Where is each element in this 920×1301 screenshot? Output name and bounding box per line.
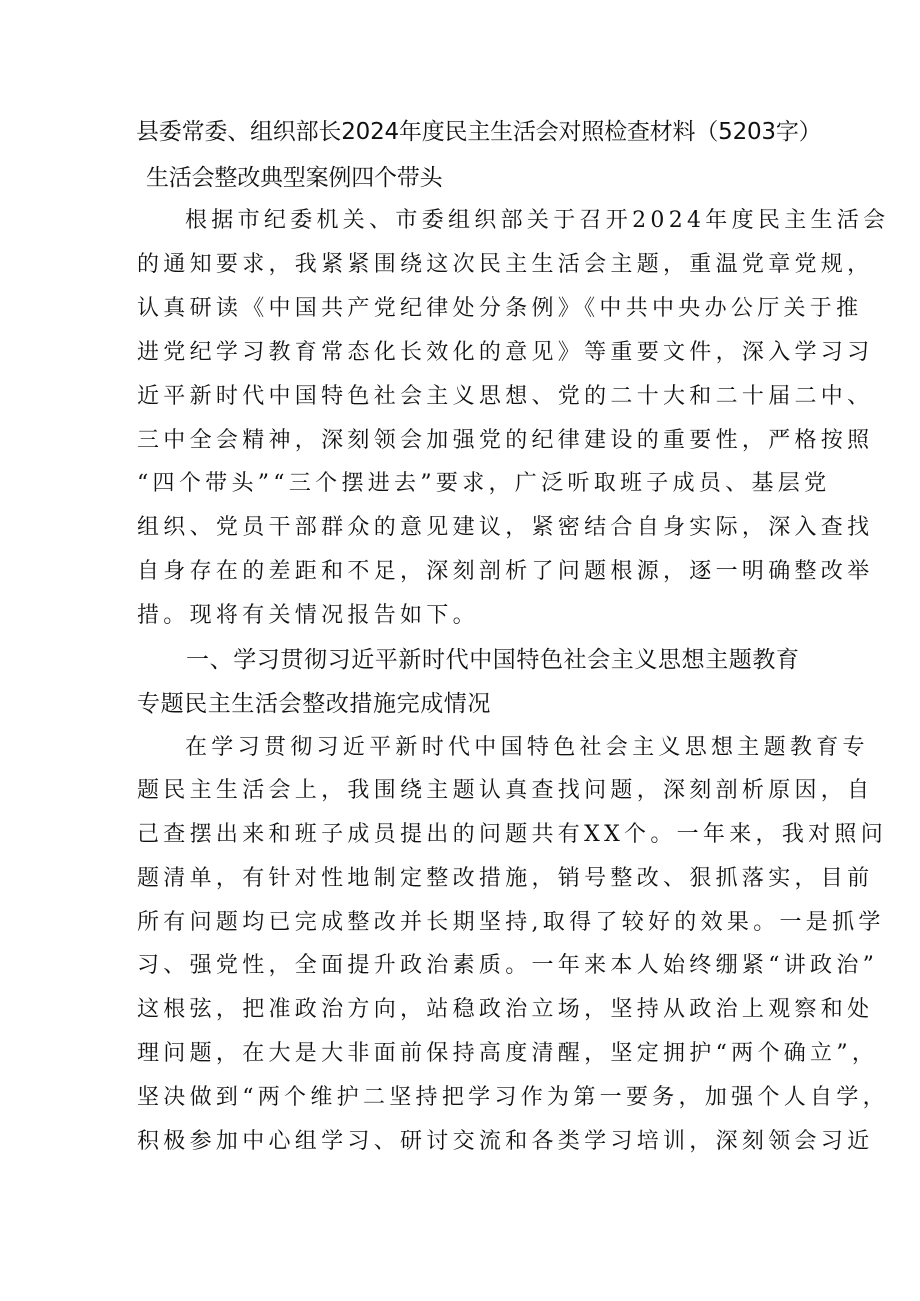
section-heading-line-1: 一、学习贯彻习近平新时代中国特色社会主义思想主题教育 <box>186 647 800 673</box>
section-paragraph-line: 所有问题均已完成整改并长期坚持,取得了较好的效果。一是抓学 <box>137 910 885 935</box>
intro-paragraph-line: 措。现将有关情况报告如下。 <box>137 603 479 628</box>
section-paragraph-line: 己查摆出来和班子成员提出的问题共有XX个。一年来，我对照问 <box>137 822 888 847</box>
intro-paragraph-line: 的通知要求，我紧紧围绕这次民主生活会主题，重温党章党规， <box>137 252 874 277</box>
intro-paragraph-line: 组织、党员干部群众的意见建议，紧密结合自身实际，深入查找 <box>137 515 874 540</box>
intro-paragraph-line: 三中全会精神，深刻领会加强党的纪律建设的重要性，严格按照 <box>137 428 874 453</box>
intro-paragraph-line: 近平新时代中国特色社会主义思想、党的二十大和二十届二中、 <box>137 384 874 409</box>
section-paragraph-line: 坚决做到“两个维护二坚持把学习作为第一要务，加强个人自学， <box>137 1085 889 1110</box>
section-heading-line-2: 专题民主生活会整改措施完成情况 <box>137 691 491 717</box>
section-paragraph-line: 习、强党性，全面提升政治素质。一年来本人始终绷紧“讲政治” <box>137 953 879 978</box>
section-paragraph-line: 这根弦，把准政治方向，站稳政治立场，坚持从政治上观察和处 <box>137 997 874 1022</box>
intro-paragraph-line: 认真研读《中国共产党纪律处分条例》《中共中央办公厅关于推 <box>137 296 863 321</box>
section-paragraph-line: 在学习贯彻习近平新时代中国特色社会主义思想主题教育专 <box>185 735 869 760</box>
intro-paragraph-line: 根据市纪委机关、市委组织部关于召开2024年度民主生活会 <box>185 208 890 233</box>
intro-paragraph-line: 自身存在的差距和不足，深刻剖析了问题根源，逐一明确整改举 <box>137 559 874 584</box>
section-paragraph-line: 积极参加中心组学习、研讨交流和各类学习培训，深刻领会习近 <box>137 1129 874 1154</box>
intro-paragraph-line: “四个带头”“三个摆进去”要求，广泛听取班子成员、基层党 <box>137 471 831 496</box>
section-paragraph-line: 题民主生活会上，我围绕主题认真查找问题，深刻剖析原因，自 <box>137 778 874 803</box>
section-paragraph-line: 理问题，在大是大非面前保持高度清醒，坚定拥护“两个确立”， <box>137 1041 879 1066</box>
document-title-line-1: 县委常委、组织部长2024年度民主生活会对照检查材料（5203字） <box>136 119 822 145</box>
section-paragraph-line: 题清单，有针对性地制定整改措施，销号整改、狠抓落实，目前 <box>137 866 874 891</box>
document-title-line-2: 生活会整改典型案例四个带头 <box>146 165 443 191</box>
intro-paragraph-line: 进党纪学习教育常态化长效化的意见》等重要文件，深入学习习 <box>137 340 874 365</box>
